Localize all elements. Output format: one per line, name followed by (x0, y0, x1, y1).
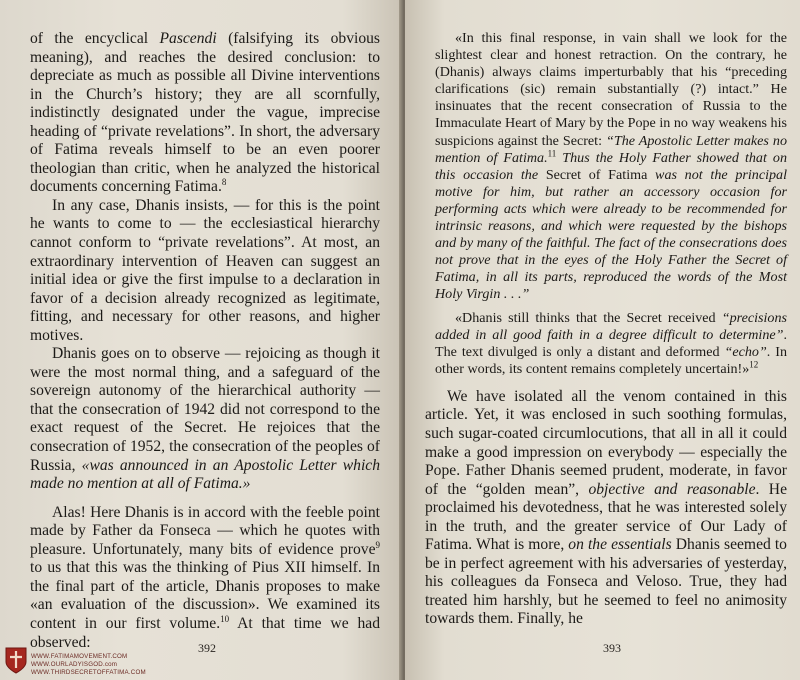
text-segment: . He proclaimed his devotedness, that he was interested solely in the truth, and the greater service of Our Lady of Fatima. What is more, (425, 480, 787, 554)
text-segment: Dhanis seemed to be in perfect agreement with his adversaries of yesterday, his colleagues da Fonseca and Veloso. True, they had treated him harshly, but he seemed to feel no animosity towards them. Finally, he (425, 536, 787, 628)
italic-text: “The Apostolic Letter makes no mention of Fatima. (435, 132, 787, 166)
text-segment: We have isolated all the venom contained in this article. Yet, it was enclosed in such soothing formulas, such sugar-coated circumlocutions, that all in all it could make a good impression on everybody — especially the Pope. Father Dhanis seemed prudent, moderate, in favor of the “golden mean”, (425, 387, 787, 498)
italic-text: was not the principal motive for him, but rather an accessory occasion for performing acts which were already to be recommended for intrinsic reasons, and which were requested by the bishops and by many of the faithful. The fact of the consecrations does not prove that in the eyes of the Holy Father the Secret of Fatima, in all its parts, reproduced the words of the Most Holy Virgin . . .” (435, 166, 788, 303)
footnote-ref: 11 (547, 147, 557, 158)
footer-urls (31, 653, 146, 676)
footer-url: WWW.FATIMAMOVEMENT.COM (31, 653, 128, 660)
italic-text: “echo” (724, 343, 767, 360)
footnote-ref: 12 (749, 359, 759, 370)
footnote-ref: 8 (221, 177, 227, 188)
text-segment: to us that this was the thinking of Pius XII himself. In the final part of the article, Dhanis proposes to make «an evaluation of the discussion». We examined its content in our first volume. (30, 559, 380, 632)
text-segment: of the encyclical (30, 30, 160, 47)
italic-text: «was announced in an Apostolic Letter which made no mention at all of Fatima.» (30, 456, 380, 493)
text-segment: Alas! Here Dhanis is in accord with the feeble point made by Father da Fonseca — which he quotes with pleasure. Unfortunately, many bits of evidence prove (30, 503, 380, 558)
text-segment: «Dhanis still thinks that the Secret received (455, 309, 722, 326)
text-segment: Dhanis goes on to observe — rejoicing as though it were the most normal thing, and a safeguard of the sovereign autonomy of the hierarchical authority — that the consecration of 1942 did not correspond to the exact request of the Secret. He rejoices that the consecration of 1952, the consecration of the peoples of Russia, (30, 345, 380, 474)
page-number-left: 392 (198, 641, 216, 655)
text-segment: In any case, Dhanis insists, — for this is the point he wants to come to — the ecclesiastical hierarchy cannot conform to “private revelations”. At most, an extraordinary intervention of Heaven can suggest an initial idea or give the first impulse to a declaration in favor of a decision already recognized as legitimate, fitting, and necessary for other reasons, and higher motives. (30, 196, 380, 344)
right-page (405, 0, 800, 680)
text-segment: . The text divulged is only a distant and deformed (435, 326, 787, 360)
right-quote-1 (425, 30, 787, 304)
left-paragraph-4 (30, 504, 380, 652)
publisher-logo-icon (4, 646, 28, 674)
right-quote-2 (425, 310, 787, 378)
left-paragraph-1 (30, 30, 380, 197)
text-segment: (falsifying its obvious meaning), and reaches the desired conclusion: to depreciate as much as possible all Divine interventions in the Church’s history; they are all scornfully, indistinctly designated under the vague, imprecise heading of “private revelations”. In short, the adversary of Fatima reveals himself to be an even poorer theologian than critic, when he analyzed the historical documents concerning Fatima. (30, 30, 380, 196)
footnote-ref: 9 (375, 539, 380, 550)
italic-text: Pascendi (159, 30, 217, 47)
footer-url: WWW.OURLADYISGOD.com (31, 660, 118, 668)
right-paragraph-3 (425, 388, 787, 629)
footnote-ref: 10 (220, 613, 230, 624)
italic-text: Thus the Holy Father showed that on this occasion the (435, 149, 787, 183)
right-page-text (425, 30, 787, 629)
italic-text: objective and reasonable (588, 480, 756, 498)
text-segment: At that time we had observed: (30, 614, 381, 651)
text-segment: «In this final response, in vain shall we look for the slightest clear and honest retraction. On the contrary, he (Dhanis) always claims imperturbably that his “preceding clarifications (sic) remain substantially (?) intact.” He insinuates that the recent consecration of Russia to the Immaculate Heart of Mary by the Pope in no way weakens his suspicions against the Secret: (435, 30, 787, 149)
left-paragraph-3 (30, 345, 380, 493)
text-segment: Secret of Fatima (545, 166, 656, 183)
text-segment: . In other words, its content remains completely uncertain!» (435, 343, 787, 377)
footer-url: WWW.THIRDSECRETOFFATIMA.COM (31, 668, 146, 676)
page-number-right: 393 (603, 641, 621, 655)
italic-text: on the essentials (568, 536, 672, 554)
italic-text: “precisions added in all good faith in a degree difficult to determine” (435, 309, 787, 343)
left-page-text (30, 30, 380, 652)
left-paragraph-2 (30, 197, 380, 345)
